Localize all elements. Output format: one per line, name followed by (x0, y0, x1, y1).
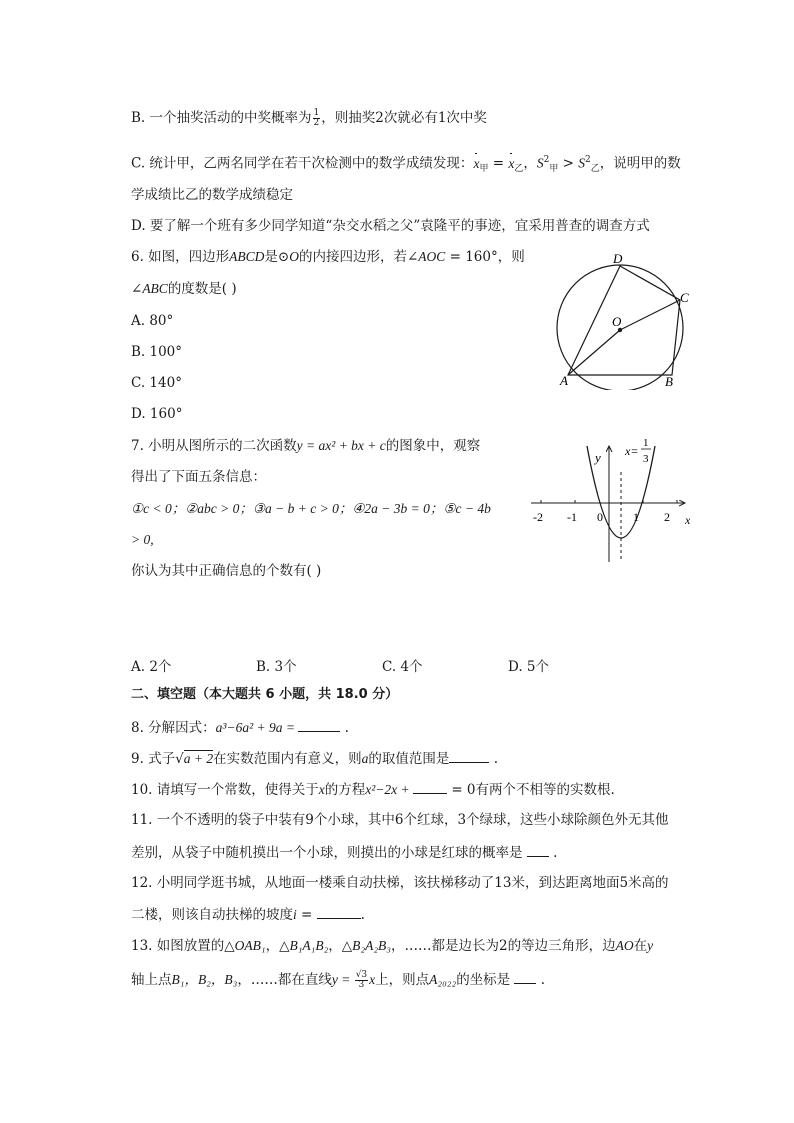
q5-option-b-text-end: ，则抽奖2次就必有1次中奖 (321, 110, 487, 126)
q7-stem-line3: ①c < 0；②abc > 0；③a − b + c > 0；④2a − 3b = 0；⑤c − 4b (131, 501, 491, 516)
q7-option-c: C. 4个 (382, 659, 423, 675)
q12-line2: 二楼，则该自动扶梯的坡度i = . (131, 907, 365, 923)
tick-label-0: 0 (597, 510, 603, 524)
q8: 8. 分解因式：a³−6a² + 9a = . (131, 720, 349, 736)
section-2-title: 二、填空题（本大题共 6 小题，共 18.0 分） (131, 687, 399, 702)
x-axis-label: x (685, 513, 691, 527)
q13-line2: 轴上点B₁，B₂，B₃，……都在直线y = $\frac{√3}{3}$ x上，则点A₂₀₂₂的坐标是 . (131, 970, 546, 990)
tick-label-2: 2 (664, 510, 670, 524)
y-axis-label: y (595, 450, 601, 465)
q7-option-a: A. 2个 (131, 659, 172, 675)
answer-blank[interactable] (449, 749, 489, 763)
q7-option-b: B. 3个 (256, 659, 297, 675)
segment-ao (568, 330, 620, 375)
answer-blank[interactable] (527, 843, 549, 857)
sqrt-symbol: √ (175, 751, 184, 767)
label-o: O (612, 314, 622, 329)
q5-option-b-text: B. 一个抽奖活动的中奖概率为 (131, 110, 312, 126)
symmetry-num: 1 (643, 437, 649, 449)
q6-circle-figure (548, 250, 698, 390)
answer-blank[interactable] (413, 780, 447, 794)
q5-option-b (131, 109, 487, 128)
q11-line2: 差别，从袋子中随机摸出一个小球，则摸出的小球是红球的概率是 . (131, 845, 558, 861)
label-b: B (665, 374, 673, 389)
q7-stem-line1: 7. 小明从图所示的二次函数y = ax² + bx + c的图象中，观察 (131, 438, 481, 454)
q6-stem-line2: ∠ABC的度数是( ) (131, 281, 237, 297)
q6-stem-line1: 6. 如图，四边形ABCD是⊙O的内接四边形，若∠AOC = 160°，则 (131, 249, 525, 265)
q5-option-d: D. 要了解一个班有多少同学知道“杂交水稻之父”袁隆平的事迹，宜采用普查的调查方式 (131, 218, 650, 234)
answer-blank[interactable] (298, 718, 340, 732)
tick-label-neg1: -1 (567, 510, 577, 524)
q12-line1: 12. 小明同学逛书城，从地面一楼乘自动扶梯，该扶梯移动了13米，到达距离地面5米高的 (131, 875, 669, 891)
q6-option-a: A. 80° (131, 313, 174, 329)
q5-option-c-line2: 学成绩比乙的数学成绩稳定 (131, 187, 293, 203)
tick-label-neg2: -2 (533, 510, 543, 524)
q10: 10. 请填写一个常数，使得关于x的方程x²−2x + = 0有两个不相等的实数根. (131, 782, 615, 798)
label-a: A (560, 373, 568, 388)
mean-x-symbol: x (473, 155, 480, 171)
symmetry-den: 3 (643, 453, 649, 465)
q7-stem-line2: 得出了下面五条信息： (131, 469, 266, 485)
label-d: D (613, 251, 623, 266)
q13-line1: 13. 如图放置的△OAB₁，△B₁A₁B₂，△B₂A₂B₃，……都是边长为2的等边三角形，边AO在y (131, 938, 654, 954)
q7-option-d: D. 5个 (508, 659, 550, 675)
q7-stem-line4: > 0, (131, 532, 154, 547)
symmetry-label: x= (625, 444, 639, 458)
answer-blank[interactable] (514, 970, 536, 984)
q6-option-c: C. 140° (131, 375, 182, 391)
q7-stem-line5: 你认为其中正确信息的个数有( ) (131, 563, 322, 579)
tick-label-1: 1 (633, 510, 639, 524)
q11-line1: 11. 一个不透明的袋子中装有9个小球，其中6个红球，3个绿球，这些小球除颜色外无其他 (131, 812, 669, 828)
q6-option-d: D. 160° (131, 406, 183, 422)
q6-option-b: B. 100° (131, 344, 183, 360)
fraction: $\frac{√3}{3}$ (355, 970, 368, 990)
q7-parabola-figure (525, 432, 695, 567)
answer-blank[interactable] (317, 905, 361, 919)
label-c: C (680, 290, 689, 305)
segment-oc (620, 300, 680, 330)
q5-option-c: C. 统计甲，乙两名同学在若干次检测中的数学成绩发现：$x_甲 = x_乙$，$S^2_甲 > S^2_乙$，说明甲的数 (131, 155, 681, 175)
q9: 9. 式子√a + 2在实数范围内有意义，则a的取值范围是 . (131, 751, 498, 767)
fraction: $\frac{1}{2}$ (313, 108, 320, 128)
